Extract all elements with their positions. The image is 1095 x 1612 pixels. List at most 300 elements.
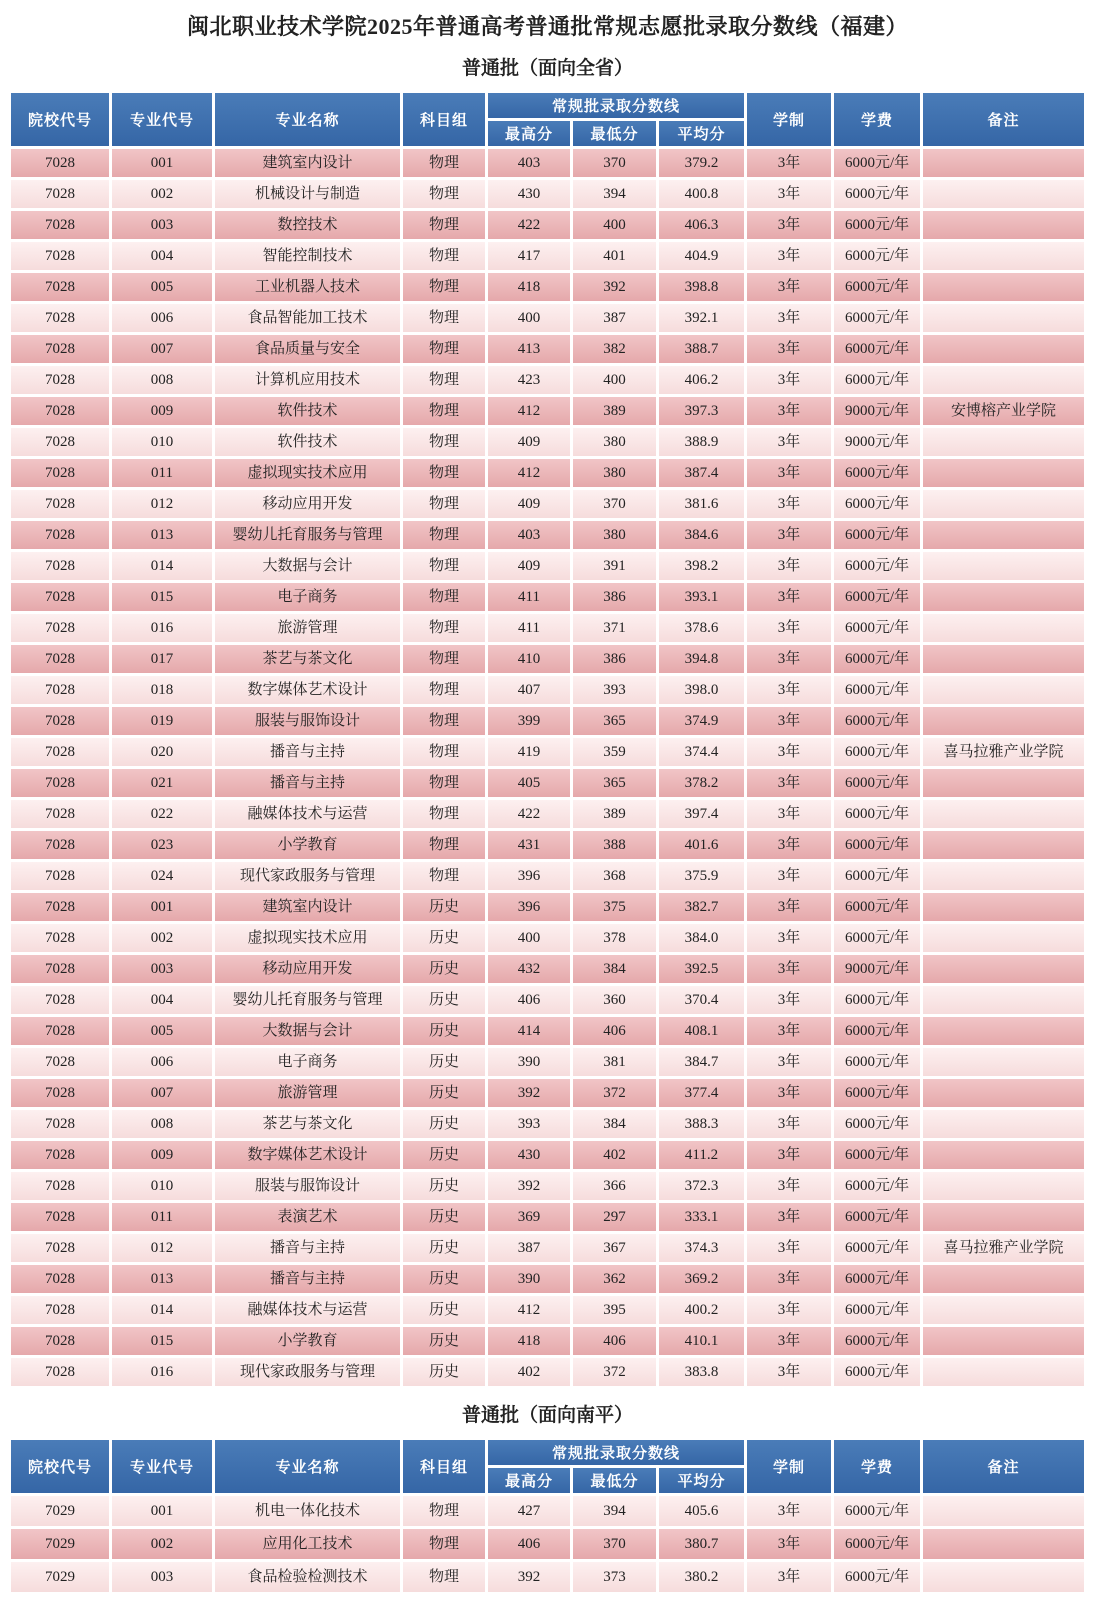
cell-tuition: 6000元/年 [834,1265,920,1293]
cell-major-name: 软件技术 [215,397,400,425]
cell-remark [923,552,1084,580]
cell-tuition: 6000元/年 [834,1017,920,1045]
cell-remark [923,1079,1084,1107]
cell-min-score: 365 [573,707,656,735]
cell-major-code: 018 [112,676,212,704]
table-row [11,955,1084,983]
cell-study-duration: 3年 [747,583,831,611]
cell-major-code: 003 [112,1562,212,1592]
cell-major-name: 服装与服饰设计 [215,707,400,735]
cell-major-name: 软件技术 [215,428,400,456]
cell-college-code: 7028 [11,1327,109,1355]
table-row [11,924,1084,952]
cell-remark [923,862,1084,890]
cell-major-name: 建筑室内设计 [215,893,400,921]
cell-major-name: 小学教育 [215,831,400,859]
page [0,12,1095,1612]
cell-college-code: 7029 [11,1496,109,1526]
cell-avg-score: 398.8 [659,273,744,301]
th-major-name: 专业名称 [215,93,400,146]
cell-min-score: 391 [573,552,656,580]
cell-major-name: 建筑室内设计 [215,149,400,177]
cell-avg-score: 383.8 [659,1358,744,1386]
cell-tuition: 6000元/年 [834,1172,920,1200]
cell-min-score: 402 [573,1141,656,1169]
th-score-group: 常规批录取分数线 [488,93,744,118]
cell-tuition: 6000元/年 [834,211,920,239]
cell-tuition: 6000元/年 [834,1110,920,1138]
cell-remark [923,335,1084,363]
cell-min-score: 378 [573,924,656,952]
cell-study-duration: 3年 [747,1048,831,1076]
cell-max-score: 432 [488,955,570,983]
cell-avg-score: 392.5 [659,955,744,983]
cell-tuition: 6000元/年 [834,1358,920,1386]
cell-subject-group: 历史 [403,1358,485,1386]
cell-avg-score: 397.3 [659,397,744,425]
cell-college-code: 7028 [11,1358,109,1386]
cell-tuition: 6000元/年 [834,645,920,673]
cell-major-code: 013 [112,1265,212,1293]
cell-study-duration: 3年 [747,707,831,735]
cell-remark [923,676,1084,704]
cell-college-code: 7028 [11,862,109,890]
cell-remark [923,893,1084,921]
table-row [11,366,1084,394]
cell-min-score: 406 [573,1327,656,1355]
cell-min-score: 372 [573,1358,656,1386]
cell-tuition: 6000元/年 [834,180,920,208]
table-row [11,1048,1084,1076]
cell-college-code: 7028 [11,242,109,270]
cell-avg-score: 398.2 [659,552,744,580]
cell-remark [923,428,1084,456]
cell-avg-score: 382.7 [659,893,744,921]
cell-study-duration: 3年 [747,335,831,363]
cell-max-score: 399 [488,707,570,735]
cell-min-score: 400 [573,366,656,394]
scores-table-nanping [8,1437,1087,1595]
cell-min-score: 381 [573,1048,656,1076]
cell-college-code: 7028 [11,1203,109,1231]
cell-college-code: 7028 [11,1265,109,1293]
cell-major-name: 计算机应用技术 [215,366,400,394]
cell-college-code: 7028 [11,614,109,642]
cell-min-score: 400 [573,211,656,239]
cell-college-code: 7028 [11,986,109,1014]
cell-min-score: 395 [573,1296,656,1324]
cell-max-score: 393 [488,1110,570,1138]
cell-tuition: 6000元/年 [834,800,920,828]
cell-college-code: 7028 [11,645,109,673]
cell-major-code: 014 [112,1296,212,1324]
cell-subject-group: 历史 [403,986,485,1014]
cell-tuition: 6000元/年 [834,769,920,797]
cell-subject-group: 历史 [403,1017,485,1045]
cell-min-score: 380 [573,521,656,549]
cell-max-score: 414 [488,1017,570,1045]
cell-study-duration: 3年 [747,149,831,177]
cell-max-score: 418 [488,1327,570,1355]
cell-study-duration: 3年 [747,862,831,890]
cell-college-code: 7028 [11,707,109,735]
cell-remark [923,1048,1084,1076]
th-tuition: 学费 [834,93,920,146]
th-subject-group: 科目组 [403,1440,485,1493]
cell-remark [923,490,1084,518]
cell-study-duration: 3年 [747,1141,831,1169]
cell-avg-score: 380.2 [659,1562,744,1592]
cell-major-name: 数字媒体艺术设计 [215,676,400,704]
table-row [11,614,1084,642]
cell-subject-group: 物理 [403,273,485,301]
cell-subject-group: 物理 [403,769,485,797]
cell-avg-score: 378.6 [659,614,744,642]
cell-tuition: 6000元/年 [834,1529,920,1559]
cell-min-score: 394 [573,1496,656,1526]
table-body-0 [11,149,1084,1386]
cell-study-duration: 3年 [747,955,831,983]
cell-major-name: 电子商务 [215,1048,400,1076]
cell-major-code: 001 [112,1496,212,1526]
cell-major-code: 006 [112,1048,212,1076]
cell-major-name: 大数据与会计 [215,552,400,580]
cell-major-code: 010 [112,428,212,456]
cell-study-duration: 3年 [747,1265,831,1293]
cell-major-code: 007 [112,335,212,363]
cell-major-code: 003 [112,211,212,239]
cell-max-score: 412 [488,397,570,425]
table-row [11,521,1084,549]
cell-min-score: 380 [573,459,656,487]
cell-min-score: 388 [573,831,656,859]
cell-study-duration: 3年 [747,459,831,487]
cell-remark [923,955,1084,983]
cell-major-code: 002 [112,924,212,952]
cell-min-score: 387 [573,304,656,332]
cell-avg-score: 394.8 [659,645,744,673]
cell-major-name: 智能控制技术 [215,242,400,270]
subtitle-province-batch: 普通批（面向全省） [461,58,633,79]
cell-major-name: 播音与主持 [215,769,400,797]
cell-major-name: 数字媒体艺术设计 [215,1141,400,1169]
table-row [11,304,1084,332]
cell-tuition: 6000元/年 [834,1141,920,1169]
cell-study-duration: 3年 [747,1358,831,1386]
cell-study-duration: 3年 [747,614,831,642]
cell-max-score: 409 [488,552,570,580]
cell-remark [923,273,1084,301]
cell-study-duration: 3年 [747,1110,831,1138]
cell-major-name: 大数据与会计 [215,1017,400,1045]
cell-study-duration: 3年 [747,1234,831,1262]
cell-study-duration: 3年 [747,769,831,797]
cell-major-code: 009 [112,1141,212,1169]
cell-avg-score: 410.1 [659,1327,744,1355]
table-row [11,180,1084,208]
cell-major-name: 融媒体技术与运营 [215,1296,400,1324]
cell-study-duration: 3年 [747,552,831,580]
cell-major-name: 旅游管理 [215,614,400,642]
table-row [11,1562,1084,1592]
cell-subject-group: 物理 [403,738,485,766]
cell-avg-score: 388.9 [659,428,744,456]
cell-max-score: 406 [488,1529,570,1559]
cell-college-code: 7029 [11,1529,109,1559]
cell-major-name: 移动应用开发 [215,490,400,518]
table-row [11,645,1084,673]
page-title: 闽北职业技术学院2025年普通高考普通批常规志愿批录取分数线（福建） [186,14,908,39]
cell-avg-score: 387.4 [659,459,744,487]
cell-tuition: 6000元/年 [834,707,920,735]
table-row [11,242,1084,270]
cell-remark [923,1496,1084,1526]
cell-tuition: 6000元/年 [834,1562,920,1592]
cell-major-code: 004 [112,242,212,270]
cell-remark [923,800,1084,828]
cell-major-code: 015 [112,1327,212,1355]
cell-major-code: 014 [112,552,212,580]
cell-college-code: 7028 [11,676,109,704]
cell-tuition: 6000元/年 [834,242,920,270]
cell-tuition: 6000元/年 [834,676,920,704]
cell-avg-score: 401.6 [659,831,744,859]
cell-min-score: 360 [573,986,656,1014]
cell-college-code: 7028 [11,335,109,363]
cell-min-score: 373 [573,1562,656,1592]
cell-avg-score: 377.4 [659,1079,744,1107]
cell-study-duration: 3年 [747,428,831,456]
cell-subject-group: 物理 [403,800,485,828]
cell-college-code: 7028 [11,1234,109,1262]
table-header [11,93,1084,146]
cell-college-code: 7028 [11,428,109,456]
cell-college-code: 7028 [11,366,109,394]
cell-max-score: 407 [488,676,570,704]
cell-avg-score: 405.6 [659,1496,744,1526]
cell-major-code: 019 [112,707,212,735]
table-row [11,986,1084,1014]
cell-major-code: 002 [112,1529,212,1559]
cell-tuition: 6000元/年 [834,583,920,611]
cell-max-score: 396 [488,862,570,890]
cell-subject-group: 物理 [403,180,485,208]
cell-avg-score: 400.2 [659,1296,744,1324]
cell-max-score: 405 [488,769,570,797]
cell-min-score: 394 [573,180,656,208]
cell-study-duration: 3年 [747,1327,831,1355]
table-row [11,1110,1084,1138]
cell-avg-score: 378.2 [659,769,744,797]
cell-subject-group: 物理 [403,521,485,549]
cell-min-score: 370 [573,1529,656,1559]
cell-min-score: 372 [573,1079,656,1107]
table-row [11,335,1084,363]
cell-study-duration: 3年 [747,273,831,301]
cell-major-code: 004 [112,986,212,1014]
cell-remark [923,1203,1084,1231]
cell-college-code: 7028 [11,397,109,425]
cell-major-code: 002 [112,180,212,208]
cell-subject-group: 历史 [403,1172,485,1200]
cell-major-name: 现代家政服务与管理 [215,1358,400,1386]
cell-remark [923,1265,1084,1293]
th-college-code: 院校代号 [11,1440,109,1493]
cell-study-duration: 3年 [747,1529,831,1559]
cell-subject-group: 历史 [403,1327,485,1355]
cell-remark: 安博榕产业学院 [923,397,1084,425]
table-row [11,1496,1084,1526]
cell-college-code: 7028 [11,800,109,828]
cell-major-name: 食品质量与安全 [215,335,400,363]
cell-avg-score: 380.7 [659,1529,744,1559]
cell-max-score: 387 [488,1234,570,1262]
table-row [11,149,1084,177]
cell-min-score: 389 [573,397,656,425]
cell-college-code: 7028 [11,955,109,983]
th-remark: 备注 [923,93,1084,146]
table-row [11,1141,1084,1169]
cell-college-code: 7028 [11,1017,109,1045]
cell-major-name: 服装与服饰设计 [215,1172,400,1200]
cell-remark [923,1358,1084,1386]
cell-min-score: 371 [573,614,656,642]
cell-major-name: 婴幼儿托育服务与管理 [215,521,400,549]
cell-major-code: 006 [112,304,212,332]
cell-major-code: 016 [112,1358,212,1386]
cell-remark: 喜马拉雅产业学院 [923,738,1084,766]
cell-tuition: 6000元/年 [834,924,920,952]
table-row [11,1358,1084,1386]
cell-major-code: 024 [112,862,212,890]
table-body-1 [11,1496,1084,1592]
cell-avg-score: 388.3 [659,1110,744,1138]
cell-subject-group: 历史 [403,893,485,921]
cell-min-score: 406 [573,1017,656,1045]
cell-avg-score: 381.6 [659,490,744,518]
cell-subject-group: 历史 [403,1110,485,1138]
cell-avg-score: 392.1 [659,304,744,332]
cell-max-score: 369 [488,1203,570,1231]
cell-major-code: 023 [112,831,212,859]
cell-subject-group: 历史 [403,1141,485,1169]
cell-tuition: 6000元/年 [834,862,920,890]
cell-college-code: 7028 [11,1141,109,1169]
cell-major-name: 机电一体化技术 [215,1496,400,1526]
cell-tuition: 6000元/年 [834,1048,920,1076]
cell-min-score: 386 [573,583,656,611]
cell-college-code: 7028 [11,893,109,921]
cell-major-name: 小学教育 [215,1327,400,1355]
cell-major-name: 应用化工技术 [215,1529,400,1559]
cell-major-name: 数控技术 [215,211,400,239]
cell-remark [923,583,1084,611]
cell-min-score: 375 [573,893,656,921]
cell-major-code: 003 [112,955,212,983]
cell-college-code: 7028 [11,831,109,859]
cell-subject-group: 历史 [403,1048,485,1076]
cell-study-duration: 3年 [747,1017,831,1045]
cell-college-code: 7028 [11,1296,109,1324]
cell-major-code: 011 [112,1203,212,1231]
cell-study-duration: 3年 [747,738,831,766]
cell-major-name: 茶艺与茶文化 [215,645,400,673]
cell-major-name: 融媒体技术与运营 [215,800,400,828]
cell-max-score: 422 [488,211,570,239]
cell-major-name: 虚拟现实技术应用 [215,459,400,487]
th-subject-group: 科目组 [403,93,485,146]
cell-major-code: 021 [112,769,212,797]
cell-major-name: 现代家政服务与管理 [215,862,400,890]
cell-study-duration: 3年 [747,893,831,921]
th-max-score: 最高分 [488,1468,570,1493]
cell-avg-score: 374.9 [659,707,744,735]
cell-max-score: 406 [488,986,570,1014]
cell-max-score: 431 [488,831,570,859]
cell-remark [923,521,1084,549]
table-row [11,893,1084,921]
cell-major-code: 001 [112,149,212,177]
table-row [11,831,1084,859]
table-row [11,490,1084,518]
cell-tuition: 6000元/年 [834,459,920,487]
cell-max-score: 423 [488,366,570,394]
cell-avg-score: 374.3 [659,1234,744,1262]
cell-tuition: 6000元/年 [834,552,920,580]
table-row [11,1172,1084,1200]
cell-avg-score: 400.8 [659,180,744,208]
cell-study-duration: 3年 [747,180,831,208]
table-row [11,1017,1084,1045]
cell-college-code: 7028 [11,490,109,518]
cell-max-score: 430 [488,1141,570,1169]
table-row [11,552,1084,580]
cell-subject-group: 物理 [403,397,485,425]
cell-tuition: 6000元/年 [834,1203,920,1231]
cell-college-code: 7028 [11,1048,109,1076]
th-tuition: 学费 [834,1440,920,1493]
cell-study-duration: 3年 [747,304,831,332]
cell-study-duration: 3年 [747,924,831,952]
th-college-code: 院校代号 [11,93,109,146]
cell-avg-score: 375.9 [659,862,744,890]
cell-max-score: 392 [488,1172,570,1200]
cell-max-score: 427 [488,1496,570,1526]
table-row [11,1327,1084,1355]
cell-max-score: 412 [488,459,570,487]
cell-remark [923,366,1084,394]
cell-subject-group: 历史 [403,1234,485,1262]
cell-tuition: 6000元/年 [834,304,920,332]
cell-college-code: 7028 [11,552,109,580]
cell-study-duration: 3年 [747,800,831,828]
cell-max-score: 390 [488,1265,570,1293]
cell-tuition: 9000元/年 [834,955,920,983]
table-row [11,1203,1084,1231]
th-min-score: 最低分 [573,121,656,146]
cell-tuition: 6000元/年 [834,490,920,518]
cell-remark [923,1529,1084,1559]
cell-avg-score: 369.2 [659,1265,744,1293]
cell-max-score: 402 [488,1358,570,1386]
cell-avg-score: 384.6 [659,521,744,549]
cell-avg-score: 398.0 [659,676,744,704]
cell-tuition: 6000元/年 [834,1234,920,1262]
table-row [11,738,1084,766]
cell-remark [923,149,1084,177]
cell-tuition: 6000元/年 [834,893,920,921]
cell-study-duration: 3年 [747,366,831,394]
